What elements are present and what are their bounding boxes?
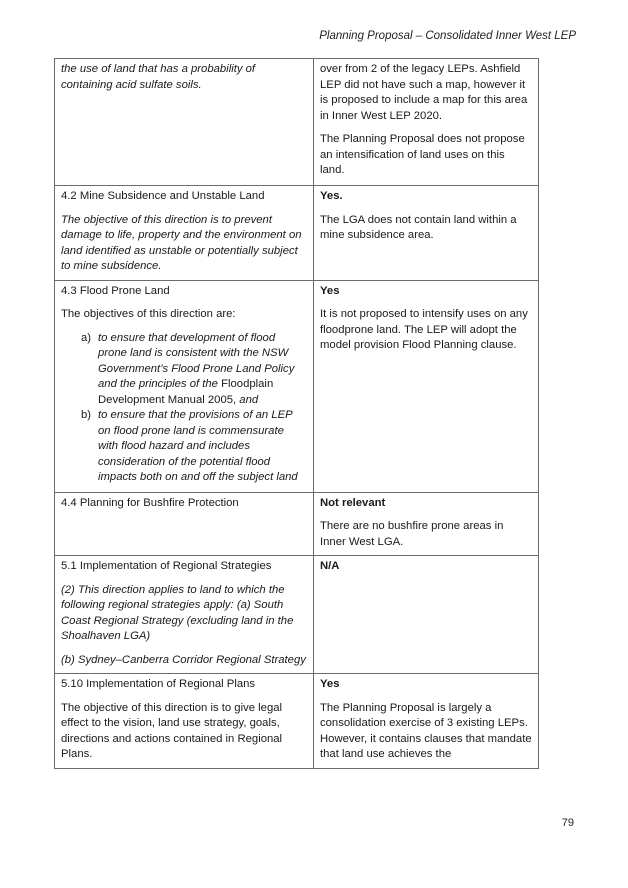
comment-cell (314, 280, 539, 492)
direction-cell (55, 556, 314, 674)
direction-title: 4.3 Flood Prone Land (61, 284, 170, 297)
comment-cell (314, 492, 539, 556)
comment-text: The Planning Proposal is largely a consolidation exercise of 3 existing LEPs. However, it contains clauses that mandate that land use achieves the (320, 701, 532, 760)
objectives-list (61, 331, 307, 486)
direction-cell (55, 492, 314, 556)
list-item (81, 331, 307, 409)
comment-cell (314, 674, 539, 769)
direction-cell (55, 59, 314, 186)
table-row (55, 186, 539, 281)
consistency-status: Yes. (320, 190, 343, 202)
comment-text: over from 2 of the legacy LEPs. Ashfield LEP did not have such a map, however it is proposed to include a map for this area in Inner West LEP 2020. (320, 63, 528, 122)
table-row (55, 492, 539, 556)
comment-cell (314, 59, 539, 186)
list-item-text: and (236, 393, 259, 406)
direction-intro: The objectives of this direction are: (61, 308, 236, 320)
comment-text: It is not proposed to intensify uses on any floodprone land. The LEP will adopt the model provision Flood Planning clause. (320, 308, 528, 351)
consistency-status: Yes (320, 284, 340, 297)
direction-objective: The objective of this direction is to prevent damage to life, property and the environment on land identified as unstable or potentially subject to mine subsidence. (61, 213, 302, 272)
direction-title: 5.1 Implementation of Regional Strategies (61, 560, 272, 572)
direction-applies: (b) Sydney–Canberra Corridor Regional Strategy (61, 653, 306, 666)
direction-title: 5.10 Implementation of Regional Plans (61, 678, 256, 690)
list-item-label: b) (81, 409, 92, 421)
direction-cell (55, 280, 314, 492)
comment-text: The LGA does not contain land within a mine subsidence area. (320, 213, 517, 241)
comment-cell (314, 186, 539, 281)
direction-objective: The objective of this direction is to give legal effect to the vision, land use strategy, goals, directions and actions contained in Regional Plans. (61, 701, 283, 760)
list-item (81, 408, 307, 486)
direction-title: 4.2 Mine Subsidence and Unstable Land (61, 190, 265, 202)
consistency-status: Not relevant (320, 496, 386, 509)
page-number: 79 (561, 817, 574, 829)
table-row (55, 674, 539, 769)
table-row (55, 59, 539, 186)
list-item-text: to ensure that development of flood prone land is consistent with the NSW Government’s Flood Prone Land Policy and the principles of the (98, 331, 295, 390)
list-item-text: to ensure that the provisions of an LEP on flood prone land is commensurate with flood hazard and includes consideration of the potential flood impacts both on and off the subject land (98, 409, 298, 483)
comment-cell (314, 556, 539, 674)
comment-text: There are no bushfire prone areas in Inner West LGA. (320, 520, 504, 548)
consistency-status: Yes (320, 678, 340, 690)
list-item-label: a) (81, 331, 92, 344)
table-row (55, 556, 539, 674)
running-header: Planning Proposal – Consolidated Inner West LEP (319, 30, 576, 42)
comment-text: The Planning Proposal does not propose an intensification of land uses on this land. (320, 133, 525, 176)
table-row (55, 280, 539, 492)
direction-cell (55, 674, 314, 769)
direction-cell (55, 186, 314, 281)
consistency-status: N/A (320, 560, 340, 572)
consistency-table (54, 58, 539, 769)
direction-title: 4.4 Planning for Bushfire Protection (61, 496, 239, 509)
direction-objective-continued: the use of land that has a probability of containing acid sulfate soils. (61, 63, 256, 91)
list-item-text-reference: Floodplain Development Manual 2005, (98, 378, 274, 406)
direction-applies: (2) This direction applies to land to which the following regional strategies apply: (a) South Coast Regional Strategy (excluding land in the Shoalhaven LGA) (61, 583, 294, 642)
